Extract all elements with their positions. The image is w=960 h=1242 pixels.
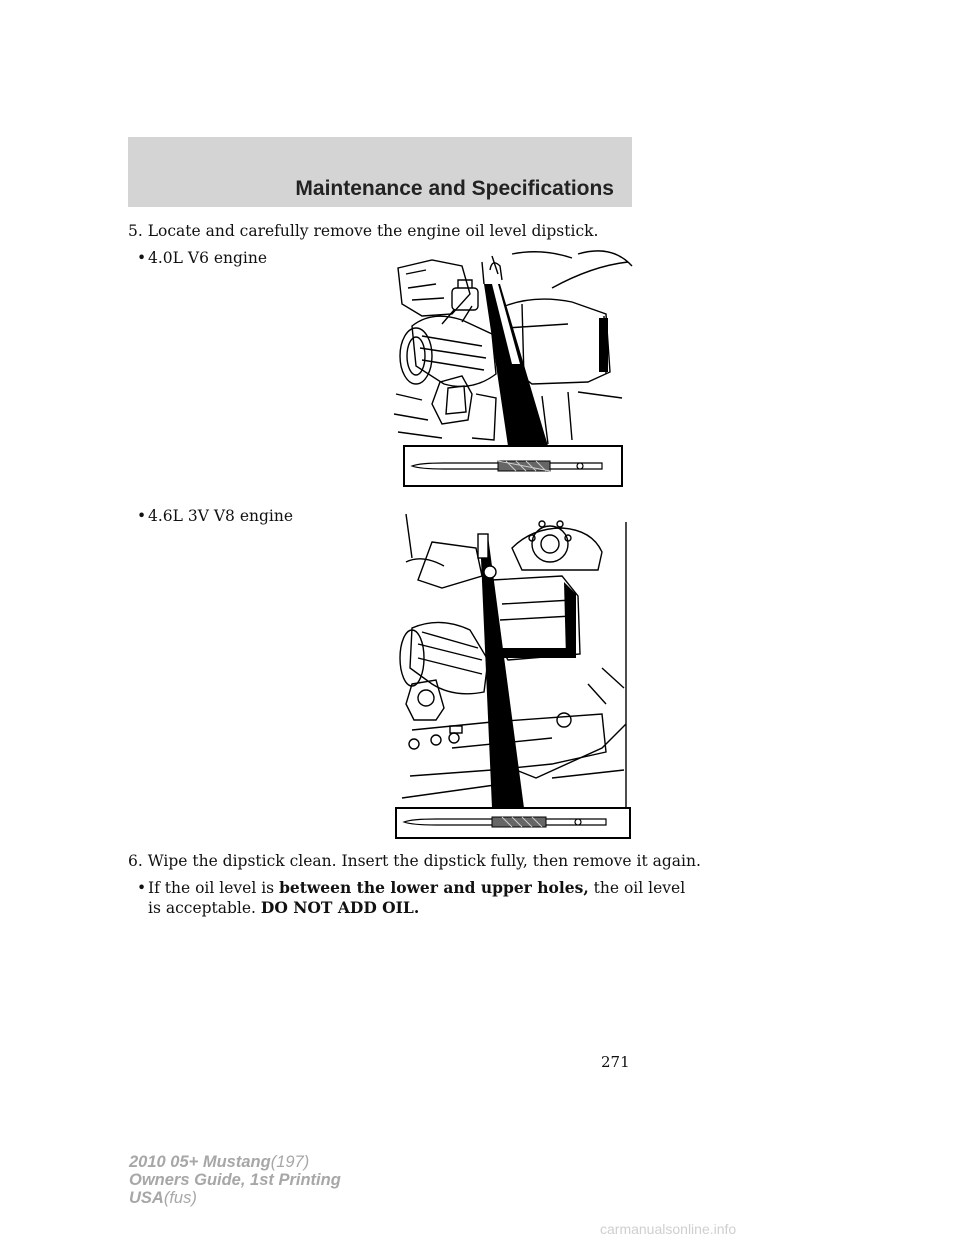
bullet-v6-engine: 4.0L V6 engine	[148, 249, 268, 267]
footer-model-code: (197)	[270, 1153, 310, 1171]
print-footer	[129, 1153, 341, 1207]
oil-text-bold: between the lower and upper holes,	[279, 878, 589, 897]
v8-engine-dipstick-illustration	[392, 508, 636, 842]
section-title: Maintenance and Specifications	[295, 177, 614, 200]
step-5-text: 5. Locate and carefully remove the engine oil level dipstick.	[128, 222, 599, 240]
oil-text-post: the oil level	[588, 879, 686, 897]
watermark: carmanualsonline.info	[600, 1221, 737, 1237]
footer-market-code: (fus)	[163, 1189, 197, 1207]
v6-engine-dipstick-illustration	[392, 244, 636, 490]
page-number: 271	[601, 1053, 630, 1071]
bullet-glyph: •	[137, 879, 147, 897]
bullet-glyph: •	[137, 507, 147, 525]
footer-model: 2010 05+ Mustang	[129, 1153, 271, 1171]
step-6-text: 6. Wipe the dipstick clean. Insert the dipstick fully, then remove it again.	[128, 852, 701, 870]
oil-text-line2-pre: is acceptable.	[148, 899, 261, 917]
section-header	[128, 137, 632, 207]
footer-printing: Owners Guide, 1st Printing	[129, 1171, 341, 1189]
bullet-oil-level-line2	[148, 898, 419, 918]
bullet-v8-engine: 4.6L 3V V8 engine	[148, 507, 294, 525]
bullet-oil-level-line1	[148, 878, 685, 898]
bullet-glyph: •	[137, 249, 147, 267]
oil-text-line2-bold: DO NOT ADD OIL.	[260, 898, 420, 917]
footer-market: USA	[129, 1189, 164, 1207]
oil-text-pre: If the oil level is	[148, 879, 280, 897]
